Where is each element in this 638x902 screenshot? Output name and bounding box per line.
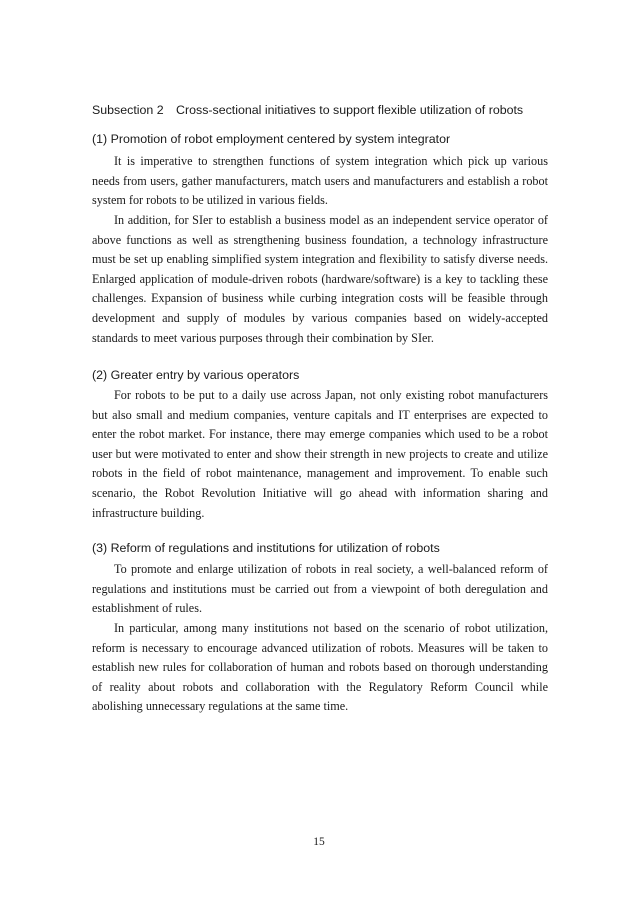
- section-1-paragraph-2: In addition, for SIer to establish a business model as an independent service operator of above functions as well as strengthening business foundation, a technology infrastructure must be set up enabling simplified system integration and flexibility to satisfy diverse needs. Enlarged application of module-driven robots (hardware/software) is a key to tackling these challenges. Expansion of business while curbing integration costs will be feasible through development and supply of modules by various companies based on widely-accepted standards to meet various purposes through their combination by SIer.: [92, 213, 548, 345]
- section-2-paragraph-1: For robots to be put to a daily use across Japan, not only existing robot manufacturers but also small and medium companies, venture capitals and IT enterprises are expected to enter the robot market. For instance, there may emerge companies which used to be a robot user but were motivated to enter and show their strength in new projects to create and utilize robots in the field of robot maintenance, management and improvement. To enable such scenario, the Robot Revolution Initiative will go ahead with information sharing and infrastructure building.: [92, 388, 548, 520]
- section-3-heading: (3) Reform of regulations and institutions for utilization of robots: [92, 541, 440, 555]
- section-1-paragraph-1: It is imperative to strengthen functions of system integration which pick up various needs from users, gather manufacturers, match users and manufacturers and establish a robot system for robots to be utilized in various fields.: [92, 154, 548, 208]
- subsection-title: Subsection 2 Cross-sectional initiatives to support flexible utilization of robots: [92, 103, 524, 117]
- section-2-heading: (2) Greater entry by various operators: [92, 368, 300, 382]
- section-3-paragraph-2: In particular, among many institutions not based on the scenario of robot utilization, reform is necessary to encourage advanced utilization of robots. Measures will be taken to establish new rules for collaboration of human and robots based on thorough understanding of reality about robots and collaboration with the Regulatory Reform Council while abolishing unnecessary regulations at the same time.: [92, 621, 548, 714]
- section-3-paragraph-1: To promote and enlarge utilization of robots in real society, a well-balanced reform of regulations and institutions must be carried out from a viewpoint of both deregulation and establishment of rules.: [92, 562, 548, 616]
- section-1-heading: (1) Promotion of robot employment centered by system integrator: [92, 132, 451, 146]
- page-number: 15: [313, 836, 325, 848]
